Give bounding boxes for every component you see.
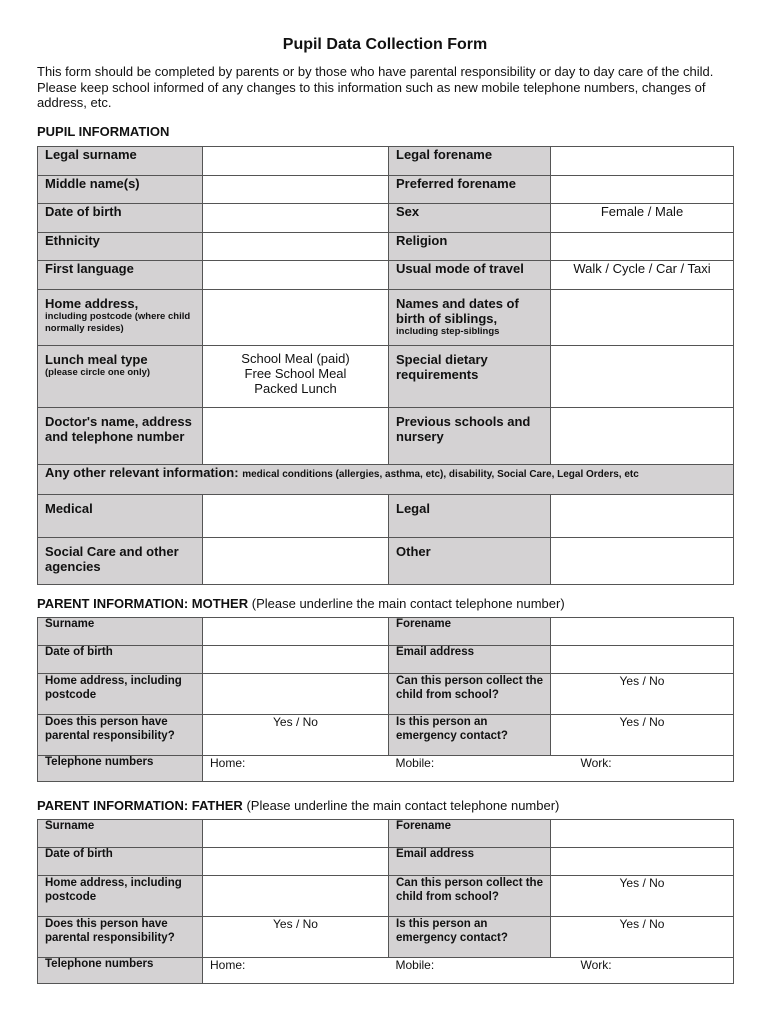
middle-names-label: Middle name(s) — [38, 176, 203, 204]
religion-field[interactable] — [551, 233, 734, 261]
mother-surname-field[interactable] — [203, 618, 389, 646]
father-telephone-label: Telephone numbers — [38, 958, 203, 984]
father-collect-label: Can this person collect the child from school? — [389, 876, 551, 917]
preferred-forename-label: Preferred forename — [389, 176, 551, 204]
lunch-label: Lunch meal type (please circle one only) — [38, 346, 203, 408]
father-collect-options[interactable]: Yes / No — [551, 876, 734, 917]
father-home-phone[interactable]: Home: — [203, 958, 389, 984]
page-title: Pupil Data Collection Form — [282, 36, 488, 53]
father-parental-label: Does this person have parental responsibility? — [38, 917, 203, 958]
father-info-table — [37, 819, 734, 984]
siblings-field[interactable] — [551, 290, 734, 346]
legal-forename-label: Legal forename — [389, 147, 551, 176]
mother-address-field[interactable] — [203, 674, 389, 715]
mother-mobile-phone[interactable]: Mobile: — [389, 756, 551, 782]
mother-section-heading: PARENT INFORMATION: MOTHER (Please underline the main contact telephone number) — [37, 596, 565, 611]
dob-field[interactable] — [203, 204, 389, 233]
mother-emergency-label: Is this person an emergency contact? — [389, 715, 551, 756]
legal-label: Legal — [389, 495, 551, 538]
father-dob-field[interactable] — [203, 848, 389, 876]
mother-dob-label: Date of birth — [38, 646, 203, 674]
father-mobile-phone[interactable]: Mobile: — [389, 958, 551, 984]
travel-options[interactable]: Walk / Cycle / Car / Taxi — [551, 261, 734, 290]
previous-schools-field[interactable] — [551, 408, 734, 465]
other-label: Other — [389, 538, 551, 585]
mother-address-label: Home address, including postcode — [38, 674, 203, 715]
mother-surname-label: Surname — [38, 618, 203, 646]
other-info-heading: Any other relevant information: medical conditions (allergies, asthma, etc), disability, Social Care, Legal Orders, etc — [38, 465, 734, 495]
dob-label: Date of birth — [38, 204, 203, 233]
religion-label: Religion — [389, 233, 551, 261]
father-surname-label: Surname — [38, 820, 203, 848]
ethnicity-field[interactable] — [203, 233, 389, 261]
father-address-field[interactable] — [203, 876, 389, 917]
mother-collect-options[interactable]: Yes / No — [551, 674, 734, 715]
dietary-field[interactable] — [551, 346, 734, 408]
home-address-field[interactable] — [203, 290, 389, 346]
legal-surname-field[interactable] — [203, 147, 389, 176]
father-section-heading: PARENT INFORMATION: FATHER (Please underline the main contact telephone number) — [37, 798, 560, 813]
legal-surname-label: Legal surname — [38, 147, 203, 176]
father-dob-label: Date of birth — [38, 848, 203, 876]
mother-info-table — [37, 617, 734, 782]
first-language-field[interactable] — [203, 261, 389, 290]
travel-label: Usual mode of travel — [389, 261, 551, 290]
medical-field[interactable] — [203, 495, 389, 538]
mother-email-label: Email address — [389, 646, 551, 674]
father-email-field[interactable] — [551, 848, 734, 876]
medical-label: Medical — [38, 495, 203, 538]
doctor-label: Doctor's name, address and telephone number — [38, 408, 203, 465]
sex-options[interactable]: Female / Male — [551, 204, 734, 233]
doctor-field[interactable] — [203, 408, 389, 465]
lunch-options[interactable] — [203, 346, 389, 408]
siblings-label: Names and dates of birth of siblings, including step-siblings — [389, 290, 551, 346]
dietary-label: Special dietary requirements — [389, 346, 551, 408]
mother-email-field[interactable] — [551, 646, 734, 674]
previous-schools-label: Previous schools and nursery — [389, 408, 551, 465]
mother-home-phone[interactable]: Home: — [203, 756, 389, 782]
father-emergency-label: Is this person an emergency contact? — [389, 917, 551, 958]
father-parental-options[interactable]: Yes / No — [203, 917, 389, 958]
father-forename-label: Forename — [389, 820, 551, 848]
intro-text: This form should be completed by parents or by those who have parental responsibility or day to day care of the child. Please keep school informed of any changes to this information such as new mobile telephone numbers, changes of address, etc. — [37, 64, 714, 110]
mother-dob-field[interactable] — [203, 646, 389, 674]
father-work-phone[interactable]: Work: — [551, 958, 734, 984]
first-language-label: First language — [38, 261, 203, 290]
preferred-forename-field[interactable] — [551, 176, 734, 204]
pupil-info-table — [37, 146, 734, 585]
father-emergency-options[interactable]: Yes / No — [551, 917, 734, 958]
mother-parental-options[interactable]: Yes / No — [203, 715, 389, 756]
legal-forename-field[interactable] — [551, 147, 734, 176]
middle-names-field[interactable] — [203, 176, 389, 204]
home-address-label: Home address, including postcode (where child normally resides) — [38, 290, 203, 346]
other-field[interactable] — [551, 538, 734, 585]
legal-field[interactable] — [551, 495, 734, 538]
mother-parental-label: Does this person have parental responsibility? — [38, 715, 203, 756]
mother-collect-label: Can this person collect the child from school? — [389, 674, 551, 715]
sex-label: Sex — [389, 204, 551, 233]
social-care-label: Social Care and other agencies — [38, 538, 203, 585]
mother-telephone-label: Telephone numbers — [38, 756, 203, 782]
father-email-label: Email address — [389, 848, 551, 876]
father-address-label: Home address, including postcode — [38, 876, 203, 917]
lunch-option-free[interactable]: Free School Meal — [244, 366, 347, 381]
mother-emergency-options[interactable]: Yes / No — [551, 715, 734, 756]
mother-forename-label: Forename — [389, 618, 551, 646]
ethnicity-label: Ethnicity — [38, 233, 203, 261]
social-care-field[interactable] — [203, 538, 389, 585]
mother-forename-field[interactable] — [551, 618, 734, 646]
father-surname-field[interactable] — [203, 820, 389, 848]
pupil-section-heading: PUPIL INFORMATION — [37, 124, 170, 139]
father-forename-field[interactable] — [551, 820, 734, 848]
mother-work-phone[interactable]: Work: — [551, 756, 734, 782]
lunch-option-paid[interactable]: School Meal (paid) — [241, 351, 350, 366]
lunch-option-packed[interactable]: Packed Lunch — [254, 381, 337, 396]
